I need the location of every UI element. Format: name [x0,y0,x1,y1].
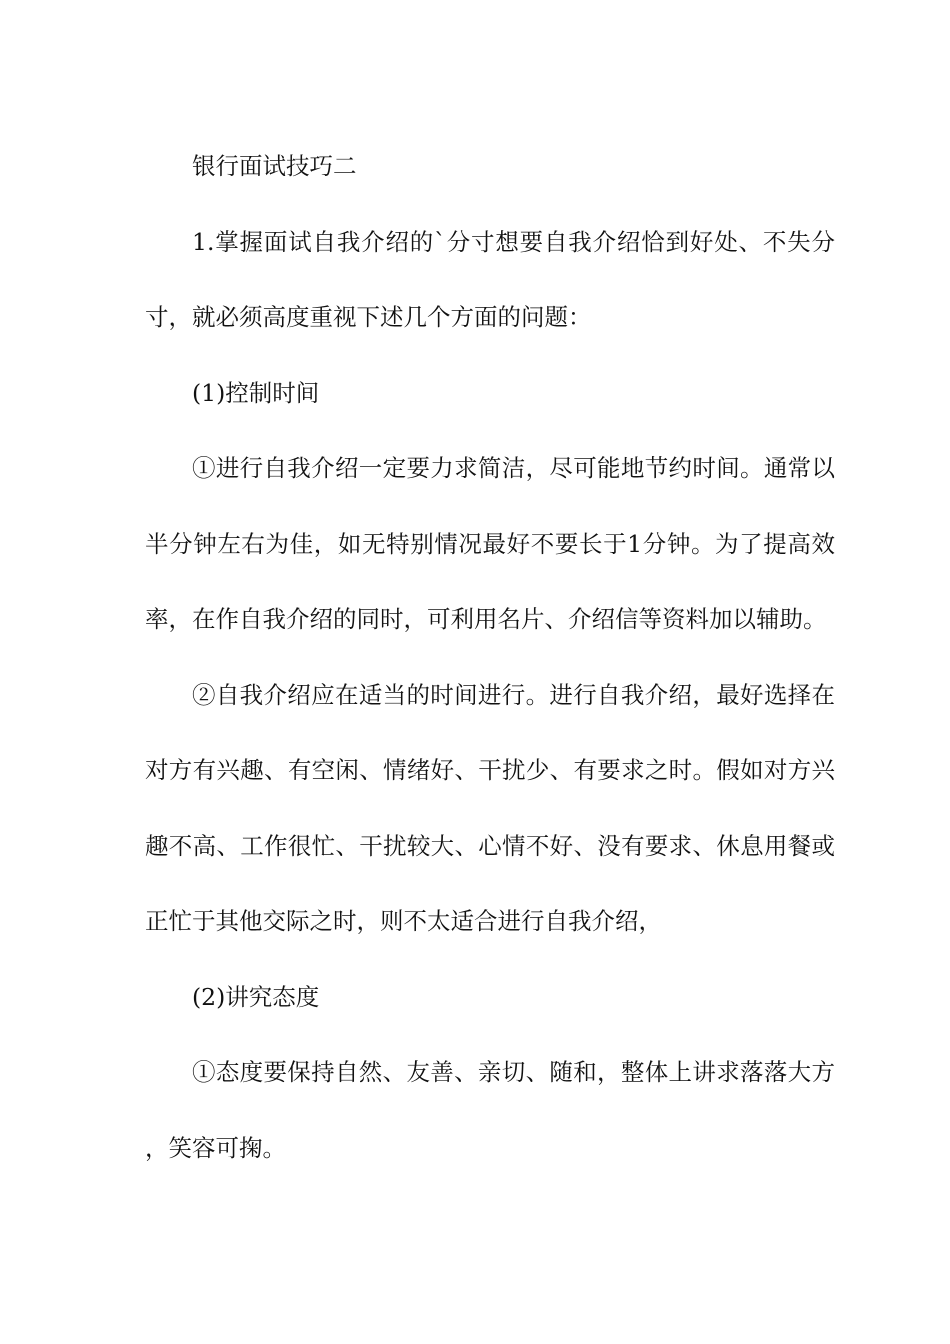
paragraph-attitude-point-1: ①态度要保持自然、友善、亲切、随和，整体上讲求落落大方，笑容可掬。 [145,1058,835,1162]
subheading-control-time: (1)控制时间 [192,378,320,407]
paragraph-section-1: 1.掌握面试自我介绍的`分寸想要自我介绍恰到好处、不失分寸，就必须高度重视下述几个方面的问题： [145,227,835,331]
document-title: 银行面试技巧二 [192,152,357,180]
subheading-attitude: (2)讲究态度 [192,982,320,1011]
paragraph-point-2: ②自我介绍应在适当的时间进行。进行自我介绍，最好选择在对方有兴趣、有空闲、情绪好、干扰少、有要求之时。假如对方兴趣不高、工作很忙、干扰较大、心情不好、没有要求、休息用餐或正忙于其他交际之时，则不太适合进行自我介绍， [145,680,835,935]
paragraph-point-1: ①进行自我介绍一定要力求简洁，尽可能地节约时间。通常以半分钟左右为佳，如无特别情况最好不要长于1分钟。为了提高效率，在作自我介绍的同时，可利用名片、介绍信等资料加以辅助。 [145,454,835,633]
document-body [145,129,835,1186]
